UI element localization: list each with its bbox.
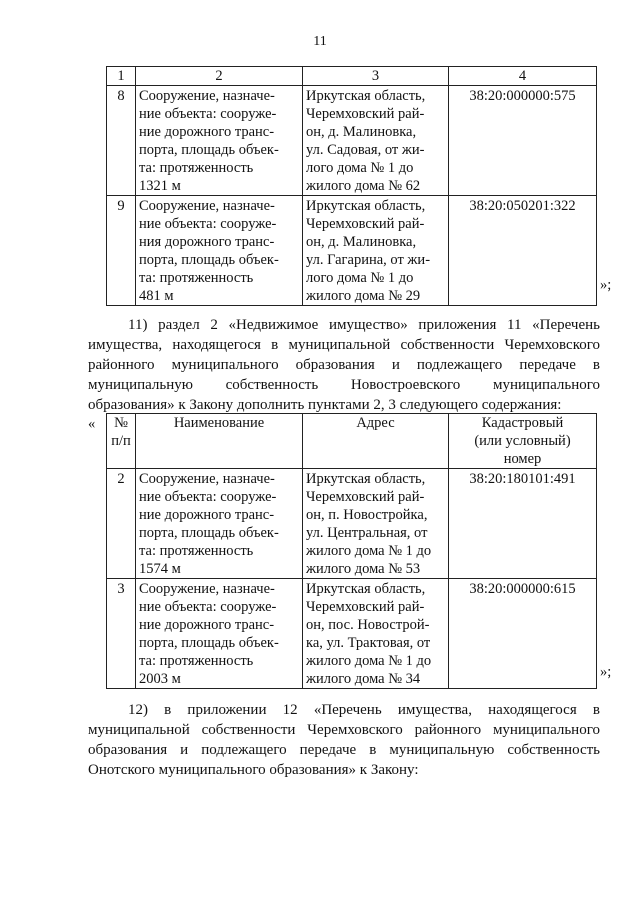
object-name-line: та: протяженность bbox=[139, 270, 254, 286]
paragraph-11-text: 11) раздел 2 «Недвижимое имущество» приложения 11 «Перечень имущества, находящегося в муниципальной собственности Черемховского районного муниципального образования и подлежащего передаче в муниципальную собственность Новостроевского муниципального образования» к Закону дополнить пунктами 2, 3 следующего содержания: bbox=[88, 317, 600, 413]
header-name: Наименование bbox=[136, 414, 303, 469]
header-line: № bbox=[114, 415, 128, 431]
closing-quote: »; bbox=[600, 664, 612, 680]
object-name-line: ние объекта: сооруже- bbox=[139, 489, 277, 505]
column-number: 3 bbox=[303, 67, 449, 86]
object-name-line: ние объекта: сооруже- bbox=[139, 106, 277, 122]
row-number: 8 bbox=[107, 86, 136, 196]
address-line: Иркутская область, bbox=[306, 471, 426, 487]
address-line: жилого дома № 29 bbox=[306, 288, 421, 304]
header-number bbox=[107, 414, 136, 469]
property-table-continued bbox=[106, 66, 597, 306]
address-line: жилого дома № 34 bbox=[306, 671, 421, 687]
row-number: 3 bbox=[107, 579, 136, 689]
object-name-line: Сооружение, назначе- bbox=[139, 581, 275, 597]
address-line: ул. Гагарина, от жи- bbox=[306, 252, 431, 268]
header-line: Кадастровый bbox=[481, 415, 564, 431]
object-address bbox=[303, 469, 449, 579]
cadastral-number: 38:20:000000:615 bbox=[449, 579, 597, 689]
object-address bbox=[303, 579, 449, 689]
object-name-line: ние дорожного транс- bbox=[139, 507, 275, 523]
address-line: жилого дома № 53 bbox=[306, 561, 421, 577]
object-name-line: порта, площадь объек- bbox=[139, 142, 279, 158]
object-name-line: ние объекта: сооруже- bbox=[139, 599, 277, 615]
object-name-line: 2003 м bbox=[139, 671, 181, 687]
object-name-line: Сооружение, назначе- bbox=[139, 471, 275, 487]
address-line: жилого дома № 1 до bbox=[306, 543, 432, 559]
header-address: Адрес bbox=[303, 414, 449, 469]
column-number: 1 bbox=[107, 67, 136, 86]
object-name-line: порта, площадь объек- bbox=[139, 252, 279, 268]
object-name-line: порта, площадь объек- bbox=[139, 525, 279, 541]
object-name-line: ния дорожного транс- bbox=[139, 234, 275, 250]
address-line: Черемховский рай- bbox=[306, 599, 425, 615]
address-line: он, пос. Новострой- bbox=[306, 617, 430, 633]
row-number: 2 bbox=[107, 469, 136, 579]
address-line: Иркутская область, bbox=[306, 88, 426, 104]
address-line: Черемховский рай- bbox=[306, 489, 425, 505]
address-line: жилого дома № 1 до bbox=[306, 653, 432, 669]
table-row bbox=[107, 86, 597, 196]
page-number: 11 bbox=[313, 34, 327, 49]
address-line: Черемховский рай- bbox=[306, 216, 425, 232]
address-line: ка, ул. Трактовая, от bbox=[306, 635, 431, 651]
table-header-row bbox=[107, 414, 597, 469]
address-line: он, д. Малиновка, bbox=[306, 124, 417, 140]
object-name-line: та: протяженность bbox=[139, 543, 254, 559]
paragraph-12-text: 12) в приложении 12 «Перечень имущества, находящегося в муниципальной собственности Черемховского районного муниципального образования и подлежащего передаче в муниципальную собственность Онотского муниципального образования» к Закону: bbox=[88, 702, 600, 778]
object-name-line: порта, площадь объек- bbox=[139, 635, 279, 651]
column-number: 2 bbox=[136, 67, 303, 86]
opening-quote: « bbox=[88, 416, 96, 432]
address-line: он, д. Малиновка, bbox=[306, 234, 417, 250]
object-name bbox=[136, 579, 303, 689]
object-name-line: та: протяженность bbox=[139, 653, 254, 669]
header-line: п/п bbox=[111, 433, 131, 449]
object-name-line: 481 м bbox=[139, 288, 174, 304]
object-name-line: ние дорожного транс- bbox=[139, 124, 275, 140]
object-name-line: ние дорожного транс- bbox=[139, 617, 275, 633]
address-line: ул. Садовая, от жи- bbox=[306, 142, 425, 158]
paragraph-12 bbox=[88, 700, 600, 780]
row-number: 9 bbox=[107, 196, 136, 306]
object-name bbox=[136, 469, 303, 579]
header-line: (или условный) bbox=[474, 433, 571, 449]
address-line: лого дома № 1 до bbox=[306, 160, 414, 176]
address-line: ул. Центральная, от bbox=[306, 525, 428, 541]
closing-quote: »; bbox=[600, 277, 612, 293]
object-address bbox=[303, 86, 449, 196]
table-row bbox=[107, 469, 597, 579]
property-table-additions bbox=[106, 413, 597, 689]
object-name-line: та: протяженность bbox=[139, 160, 254, 176]
object-name-line: Сооружение, назначе- bbox=[139, 88, 275, 104]
object-name-line: 1574 м bbox=[139, 561, 181, 577]
address-line: Черемховский рай- bbox=[306, 106, 425, 122]
object-name bbox=[136, 196, 303, 306]
cadastral-number: 38:20:050201:322 bbox=[449, 196, 597, 306]
header-line: номер bbox=[503, 451, 542, 467]
cadastral-number: 38:20:000000:575 bbox=[449, 86, 597, 196]
header-cadastral bbox=[449, 414, 597, 469]
address-line: Иркутская область, bbox=[306, 198, 426, 214]
column-number: 4 bbox=[449, 67, 597, 86]
object-name bbox=[136, 86, 303, 196]
address-line: жилого дома № 62 bbox=[306, 178, 421, 194]
address-line: он, п. Новостройка, bbox=[306, 507, 428, 523]
address-line: Иркутская область, bbox=[306, 581, 426, 597]
object-name-line: Сооружение, назначе- bbox=[139, 198, 275, 214]
paragraph-11 bbox=[88, 315, 600, 415]
column-number-row bbox=[107, 67, 597, 86]
table-row bbox=[107, 579, 597, 689]
object-address bbox=[303, 196, 449, 306]
address-line: лого дома № 1 до bbox=[306, 270, 414, 286]
object-name-line: ние объекта: сооруже- bbox=[139, 216, 277, 232]
table-row bbox=[107, 196, 597, 306]
object-name-line: 1321 м bbox=[139, 178, 181, 194]
cadastral-number: 38:20:180101:491 bbox=[449, 469, 597, 579]
